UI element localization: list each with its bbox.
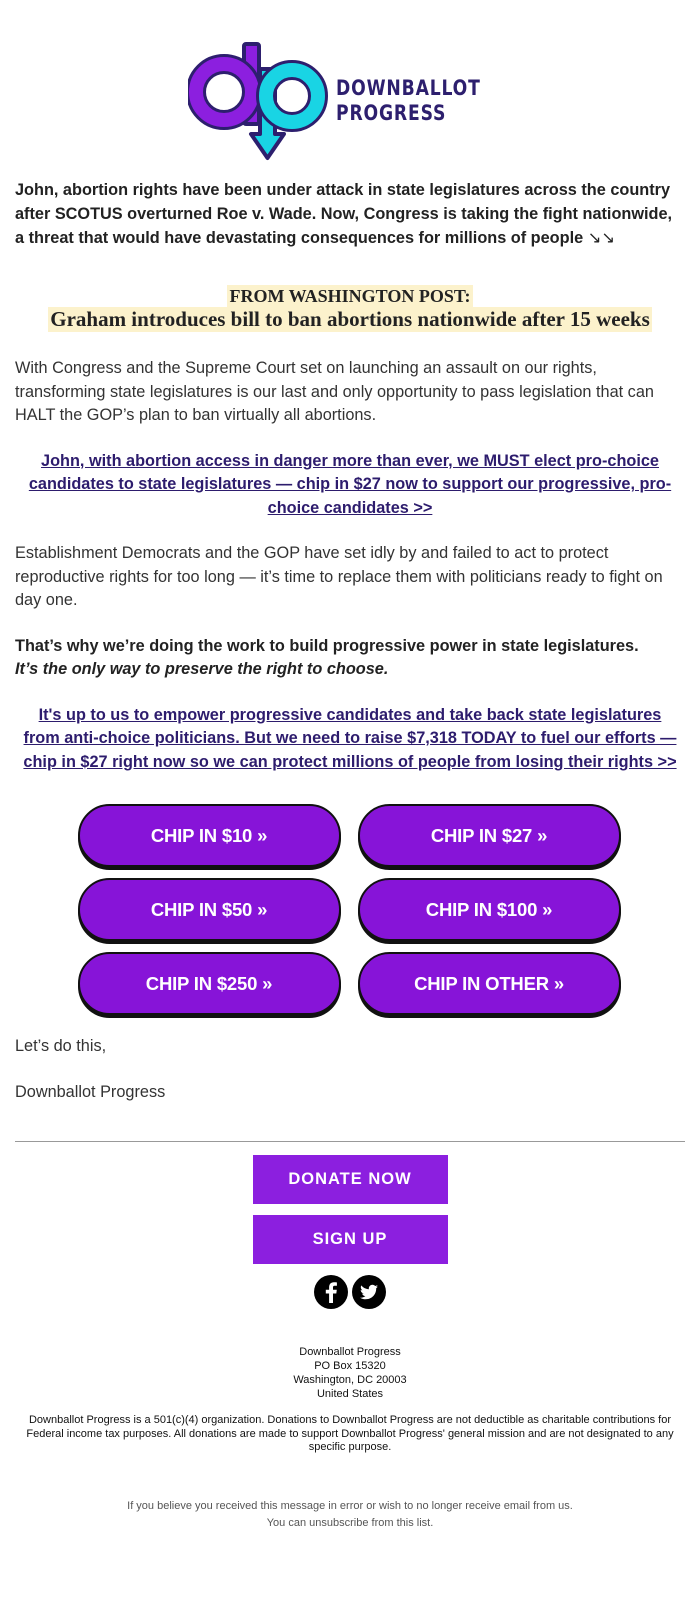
address-line: PO Box 15320 [314, 1360, 386, 1372]
chip-in-50-button[interactable]: CHIP IN $50 » [78, 878, 341, 941]
social-links [0, 1275, 700, 1309]
footer-divider [15, 1141, 685, 1142]
down-right-arrows-icon: ↘↘ [587, 229, 615, 247]
chip-in-other-button[interactable]: CHIP IN OTHER » [358, 952, 621, 1015]
unsubscribe-link[interactable]: You can unsubscribe from this list. [266, 1516, 434, 1529]
logo[interactable] [0, 0, 700, 165]
paragraph-3 [15, 635, 685, 682]
mailing-address [0, 1345, 700, 1401]
paragraph-2: Establishment Democrats and the GOP have set idly by and failed to act to protect reproductive rights for too long — it’s time to replace them with politicians ready to fight on day one. [15, 544, 663, 609]
paragraph-1: With Congress and the Supreme Court set on launching an assault on our rights, transforming state legislatures is our last and only opportunity to pass legislation that can HALT the GOP’s plan to ban virtually all abortions. [15, 359, 654, 424]
dp-logo-icon [188, 41, 328, 161]
signoff-org: Downballot Progress [15, 1083, 166, 1101]
address-line: Washington, DC 20003 [293, 1374, 407, 1386]
intro-text [15, 178, 685, 250]
intro-sentence: John, abortion rights have been under attack in state legislatures across the country after SCOTUS overturned Roe v. Wade. Now, Congress is taking the fight nationwide, a threat that would have devastating consequences for millions of people [15, 181, 673, 247]
sign-up-button[interactable]: SIGN UP [253, 1215, 448, 1264]
signoff-line: Let’s do this, [15, 1037, 107, 1055]
twitter-icon[interactable] [352, 1275, 386, 1309]
paragraph-3-bold: That’s why we’re doing the work to build progressive power in state legislatures. [15, 636, 639, 655]
address-line: Downballot Progress [299, 1346, 401, 1358]
logo-line1: DOWNBALLOT [335, 75, 481, 100]
donate-link-2[interactable]: It's up to us to empower progressive candidates and take back state legislatures from anti-choice politicians. But we need to raise $7,318 TODAY to fuel our efforts — chip in $27 right now so we can protect millions of people from losing their rights >> [23, 705, 677, 771]
donate-link-1[interactable]: John, with abortion access in danger more than ever, we MUST elect pro-choice candidates to state legislatures — chip in $27 now to support our progressive, pro-choice candidates >> [28, 451, 672, 517]
unsubscribe-line-1: If you believe you received this message in error or wish to no longer receive email from us. [127, 1499, 573, 1512]
chip-in-10-button[interactable]: CHIP IN $10 » [78, 804, 341, 867]
headline-kicker: FROM WASHINGTON POST: [229, 286, 471, 306]
legal-disclaimer: Downballot Progress is a 501(c)(4) organization. Donations to Downballot Progress are not deductible as charitable contributions for Federal income tax purposes. All donations are made to support Downballot Progress' general mission and are not designated to any specific purpose. [26, 1414, 674, 1453]
chip-in-100-button[interactable]: CHIP IN $100 » [358, 878, 621, 941]
facebook-icon[interactable] [314, 1275, 348, 1309]
news-headline [15, 285, 685, 332]
chip-in-250-button[interactable]: CHIP IN $250 » [78, 952, 341, 1015]
unsubscribe-notice [0, 1498, 700, 1532]
paragraph-3-italic: It’s the only way to preserve the right to choose. [15, 660, 389, 678]
logo-line2: PROGRESS [335, 100, 447, 125]
chip-in-buttons [78, 804, 623, 1015]
chip-in-27-button[interactable]: CHIP IN $27 » [358, 804, 621, 867]
headline-title: Graham introduces bill to ban abortions nationwide after 15 weeks [50, 307, 650, 331]
logo-wordmark [336, 76, 481, 126]
address-line: United States [316, 1388, 384, 1400]
donate-now-button[interactable]: DONATE NOW [253, 1155, 448, 1204]
